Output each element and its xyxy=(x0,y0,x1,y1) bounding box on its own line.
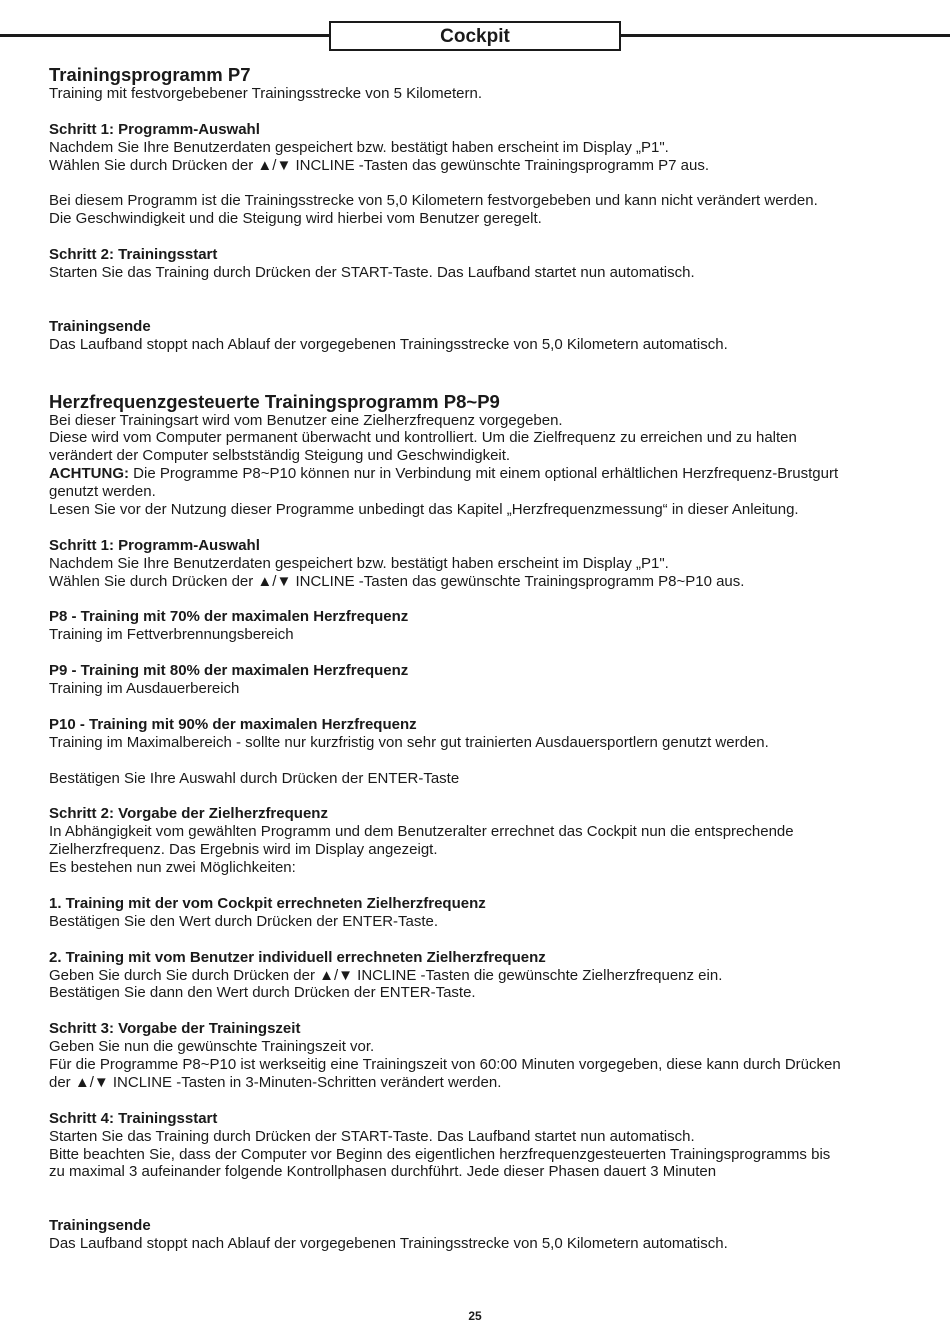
step-heading: Schritt 3: Vorgabe der Trainingszeit xyxy=(49,1020,301,1038)
paragraph: Training im Fettverbrennungsbereich xyxy=(49,626,294,644)
warning-paragraph xyxy=(49,465,909,483)
paragraph: Die Geschwindigkeit und die Steigung wird hierbei vom Benutzer geregelt. xyxy=(49,210,542,228)
step-heading: Trainingsende xyxy=(49,317,151,335)
page-number: 25 xyxy=(468,1309,482,1323)
paragraph: Bestätigen Sie den Wert durch Drücken der ENTER-Taste. xyxy=(49,912,439,930)
paragraph: Geben Sie nun die gewünschte Trainingszeit vor. xyxy=(49,1038,375,1056)
paragraph: der ▲/▼ INCLINE -Tasten in 3-Minuten-Schritten verändert werden. xyxy=(49,1073,502,1091)
step-heading: Schritt 2: Trainingsstart xyxy=(49,246,218,264)
step-heading: Schritt 1: Programm-Auswahl xyxy=(49,536,260,554)
section-title-p8-p9: Herzfrequenzgesteuerte Trainingsprogramm P8~P9 xyxy=(49,390,500,412)
paragraph: Wählen Sie durch Drücken der ▲/▼ INCLINE -Tasten das gewünschte Trainingsprogramm P8~P10 aus. xyxy=(49,572,745,590)
step-heading: Schritt 4: Trainingsstart xyxy=(49,1109,218,1127)
paragraph: Lesen Sie vor der Nutzung dieser Programme unbedingt das Kapitel „Herzfrequenzmessung“ in dieser Anleitung. xyxy=(49,501,799,519)
paragraph: Starten Sie das Training durch Drücken der START-Taste. Das Laufband startet nun automatisch. xyxy=(49,1127,695,1145)
paragraph: Bestätigen Sie Ihre Auswahl durch Drücken der ENTER-Taste xyxy=(49,769,460,787)
paragraph: Bei dieser Trainingsart wird vom Benutzer eine Zielherzfrequenz vorgegeben. xyxy=(49,411,563,429)
paragraph: Das Laufband stoppt nach Ablauf der vorgegebenen Trainingsstrecke von 5,0 Kilometern automatisch. xyxy=(49,335,728,353)
warning-text: Die Programme P8~P10 können nur in Verbindung mit einem optional erhältlichen Herzfrequenz-Brustgurt xyxy=(129,465,839,483)
paragraph: Nachdem Sie Ihre Benutzerdaten gespeichert bzw. bestätigt haben erscheint im Display „P1". xyxy=(49,138,669,156)
paragraph: Wählen Sie durch Drücken der ▲/▼ INCLINE -Tasten das gewünschte Trainingsprogramm P7 aus. xyxy=(49,156,709,174)
paragraph: Nachdem Sie Ihre Benutzerdaten gespeichert bzw. bestätigt haben erscheint im Display „P1". xyxy=(49,554,669,572)
page-header-title: Cockpit xyxy=(329,21,621,51)
step-heading: Trainingsende xyxy=(49,1217,151,1235)
paragraph: zu maximal 3 aufeinander folgende Kontrollphasen durchführt. Jede dieser Phasen dauert 3 Minuten xyxy=(49,1163,717,1181)
section-title-p7: Trainingsprogramm P7 xyxy=(49,64,251,85)
option-heading-1: 1. Training mit der vom Cockpit errechneten Zielherzfrequenz xyxy=(49,894,486,912)
paragraph: Training im Ausdauerbereich xyxy=(49,680,240,698)
paragraph: Für die Programme P8~P10 ist werkseitig eine Trainingszeit von 60:00 Minuten vorgegeben, diese kann durch Drücken xyxy=(49,1056,841,1074)
paragraph: Zielherzfrequenz. Das Ergebnis wird im Display angezeigt. xyxy=(49,841,438,859)
step-heading: Schritt 2: Vorgabe der Zielherzfrequenz xyxy=(49,805,328,823)
paragraph: Training mit festvorgebebener Trainingsstrecke von 5 Kilometern. xyxy=(49,85,482,102)
program-heading-p8: P8 - Training mit 70% der maximalen Herzfrequenz xyxy=(49,608,409,626)
paragraph: Diese wird vom Computer permanent überwacht und kontrolliert. Um die Zielfrequenz zu erreichen und zu halten xyxy=(49,429,797,447)
program-heading-p10: P10 - Training mit 90% der maximalen Herzfrequenz xyxy=(49,715,417,733)
paragraph: Bei diesem Programm ist die Trainingsstrecke von 5,0 Kilometern festvorgebeben und kann nicht verändert werden. xyxy=(49,192,818,210)
page-content xyxy=(49,64,909,1253)
warning-label: ACHTUNG: xyxy=(49,465,129,483)
step-heading: Schritt 1: Programm-Auswahl xyxy=(49,120,260,138)
paragraph: Bestätigen Sie dann den Wert durch Drücken der ENTER-Taste. xyxy=(49,984,476,1002)
paragraph: Geben Sie durch Sie durch Drücken der ▲/▼ INCLINE -Tasten die gewünschte Zielherzfrequenz ein. xyxy=(49,966,723,984)
header-rule-right xyxy=(619,34,950,37)
paragraph: Es bestehen nun zwei Möglichkeiten: xyxy=(49,859,296,877)
header-rule-left xyxy=(0,34,331,37)
program-heading-p9: P9 - Training mit 80% der maximalen Herzfrequenz xyxy=(49,662,409,680)
paragraph: Bitte beachten Sie, dass der Computer vor Beginn des eigentlichen herzfrequenzgesteuerten Trainingsprogramms bis xyxy=(49,1145,831,1163)
paragraph: verändert der Computer selbstständig Steigung und Geschwindigkeit. xyxy=(49,447,511,465)
paragraph: Starten Sie das Training durch Drücken der START-Taste. Das Laufband startet nun automatisch. xyxy=(49,264,695,282)
option-heading-2: 2. Training mit vom Benutzer individuell errechneten Zielherzfrequenz xyxy=(49,948,546,966)
paragraph: In Abhängigkeit vom gewählten Programm und dem Benutzeralter errechnet das Cockpit nun die entsprechende xyxy=(49,823,794,841)
paragraph: Das Laufband stoppt nach Ablauf der vorgegebenen Trainingsstrecke von 5,0 Kilometern automatisch. xyxy=(49,1235,728,1253)
paragraph: genutzt werden. xyxy=(49,483,156,501)
paragraph: Training im Maximalbereich - sollte nur kurzfristig von sehr gut trainierten Ausdauersportlern genutzt werden. xyxy=(49,733,769,751)
